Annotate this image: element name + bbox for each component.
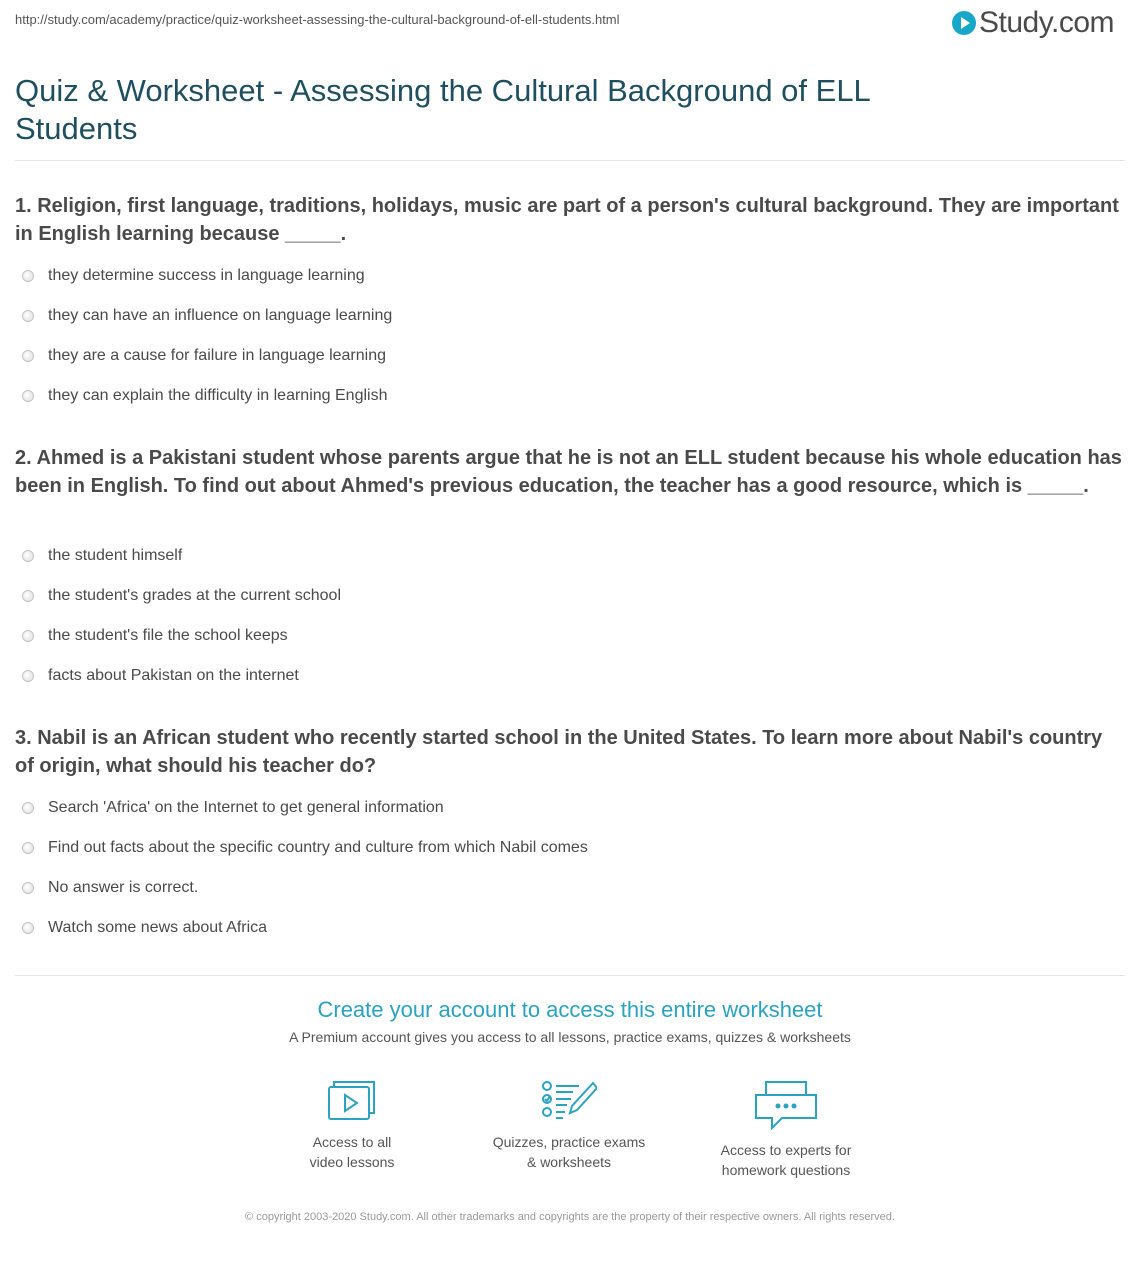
radio-button-icon[interactable] xyxy=(22,390,34,402)
option-label: they are a cause for failure in language learning xyxy=(48,347,386,364)
radio-button-icon[interactable] xyxy=(22,270,34,282)
section-divider xyxy=(15,975,1125,976)
checklist-icon xyxy=(541,1078,597,1122)
radio-button-icon[interactable] xyxy=(22,670,34,682)
question-1-text: 1. Religion, first language, traditions, holidays, music are part of a person's cultural background. They are important in English learning because _____. xyxy=(15,195,1119,245)
feature-label-line2: & worksheets xyxy=(526,1154,612,1170)
radio-button-icon[interactable] xyxy=(22,630,34,642)
question-1-option-2[interactable] xyxy=(22,305,392,327)
chat-bubbles-icon xyxy=(754,1078,818,1130)
radio-button-icon[interactable] xyxy=(22,310,34,322)
feature-label-line2: homework questions xyxy=(721,1162,851,1178)
feature-quizzes xyxy=(469,1078,669,1172)
question-3-option-1[interactable] xyxy=(22,797,444,819)
feature-experts xyxy=(686,1078,886,1180)
option-label: the student himself xyxy=(48,547,183,564)
question-3-option-4[interactable] xyxy=(22,917,267,939)
question-2-option-2[interactable] xyxy=(22,585,341,607)
question-3-option-2[interactable] xyxy=(22,837,588,859)
option-label: facts about Pakistan on the internet xyxy=(48,667,299,684)
radio-button-icon[interactable] xyxy=(22,882,34,894)
question-2-option-1[interactable] xyxy=(22,545,182,567)
radio-button-icon[interactable] xyxy=(22,350,34,362)
page-title: Quiz & Worksheet - Assessing the Cultural Background of ELL Students xyxy=(15,73,870,146)
option-label: they determine success in language learning xyxy=(48,267,365,284)
logo-text: Study.com xyxy=(979,6,1114,39)
question-1-option-1[interactable] xyxy=(22,265,365,287)
create-account-link[interactable]: Create your account to access this entire worksheet xyxy=(317,997,823,1022)
feature-label-line1: Access to experts for xyxy=(720,1142,852,1158)
option-label: Watch some news about Africa xyxy=(48,919,268,936)
title-divider xyxy=(15,160,1125,161)
page-url: http://study.com/academy/practice/quiz-worksheet-assessing-the-cultural-background-of-ell-students.html xyxy=(15,12,620,27)
question-2-option-4[interactable] xyxy=(22,665,299,687)
question-1-option-4[interactable] xyxy=(22,385,387,407)
feature-label-line2: video lessons xyxy=(309,1154,395,1170)
radio-button-icon[interactable] xyxy=(22,922,34,934)
feature-label-line1: Quizzes, practice exams xyxy=(492,1134,646,1150)
option-label: the student's grades at the current school xyxy=(48,587,342,604)
feature-label-line1: Access to all xyxy=(312,1134,392,1150)
question-2-text: 2. Ahmed is a Pakistani student whose parents argue that he is not an ELL student because his whole education has been in English. To find out about Ahmed's previous education, the teacher has a good resource, which is _____. xyxy=(15,447,1122,497)
feature-video-lessons xyxy=(252,1078,452,1172)
option-label: they can explain the difficulty in learning English xyxy=(48,387,388,404)
radio-button-icon[interactable] xyxy=(22,842,34,854)
option-label: Search 'Africa' on the Internet to get general information xyxy=(48,799,444,816)
option-label: the student's file the school keeps xyxy=(48,627,288,644)
radio-button-icon[interactable] xyxy=(22,550,34,562)
premium-description: A Premium account gives you access to all lessons, practice exams, quizzes & worksheets xyxy=(289,1029,851,1045)
study-logo[interactable] xyxy=(952,6,1114,40)
question-1-option-3[interactable] xyxy=(22,345,386,367)
option-label: Find out facts about the specific country and culture from which Nabil comes xyxy=(48,839,588,856)
radio-button-icon[interactable] xyxy=(22,802,34,814)
copyright-notice: © copyright 2003-2020 Study.com. All other trademarks and copyrights are the property of their respective owners. All rights reserved. xyxy=(245,1211,895,1223)
question-3-option-3[interactable] xyxy=(22,877,198,899)
play-logo-icon xyxy=(952,11,976,35)
video-lessons-icon xyxy=(326,1078,378,1122)
option-label: they can have an influence on language learning xyxy=(48,307,393,324)
question-2-option-3[interactable] xyxy=(22,625,288,647)
question-3-text: 3. Nabil is an African student who recently started school in the United States. To learn more about Nabil's country of origin, what should his teacher do? xyxy=(15,727,1103,777)
radio-button-icon[interactable] xyxy=(22,590,34,602)
option-label: No answer is correct. xyxy=(48,879,199,896)
